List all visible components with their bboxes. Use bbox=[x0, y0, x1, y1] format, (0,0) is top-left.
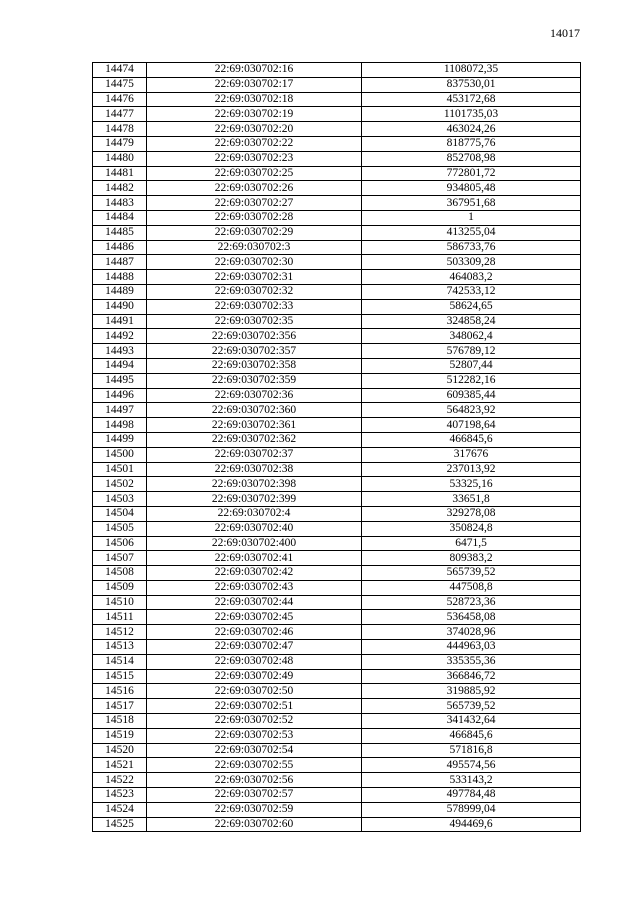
cadastral-value-cell: 494469,6 bbox=[362, 817, 581, 832]
cadastral-number-cell: 22:69:030702:358 bbox=[147, 358, 362, 373]
row-number-cell: 14498 bbox=[93, 418, 147, 433]
table-row bbox=[93, 684, 581, 699]
cadastral-value-cell: 497784,48 bbox=[362, 788, 581, 803]
table-row bbox=[93, 284, 581, 299]
cadastral-number-cell: 22:69:030702:47 bbox=[147, 640, 362, 655]
row-number-cell: 14519 bbox=[93, 728, 147, 743]
table-row bbox=[93, 743, 581, 758]
table-row bbox=[93, 728, 581, 743]
table-row bbox=[93, 654, 581, 669]
row-number-cell: 14513 bbox=[93, 640, 147, 655]
cadastral-value-cell: 564823,92 bbox=[362, 403, 581, 418]
cadastral-number-cell: 22:69:030702:398 bbox=[147, 477, 362, 492]
table-row bbox=[93, 566, 581, 581]
row-number-cell: 14490 bbox=[93, 299, 147, 314]
table-row bbox=[93, 270, 581, 285]
table-row bbox=[93, 77, 581, 92]
row-number-cell: 14522 bbox=[93, 773, 147, 788]
row-number-cell: 14497 bbox=[93, 403, 147, 418]
cadastral-number-cell: 22:69:030702:44 bbox=[147, 595, 362, 610]
cadastral-value-cell: 512282,16 bbox=[362, 373, 581, 388]
cadastral-number-cell: 22:69:030702:35 bbox=[147, 314, 362, 329]
row-number-cell: 14477 bbox=[93, 107, 147, 122]
row-number-cell: 14483 bbox=[93, 196, 147, 211]
table-row bbox=[93, 196, 581, 211]
row-number-cell: 14518 bbox=[93, 714, 147, 729]
cadastral-value-cell: 348062,4 bbox=[362, 329, 581, 344]
cadastral-value-cell: 533143,2 bbox=[362, 773, 581, 788]
cadastral-value-cell: 317676 bbox=[362, 447, 581, 462]
cadastral-value-cell: 466845,6 bbox=[362, 728, 581, 743]
cadastral-value-cell: 818775,76 bbox=[362, 136, 581, 151]
cadastral-number-cell: 22:69:030702:4 bbox=[147, 506, 362, 521]
row-number-cell: 14481 bbox=[93, 166, 147, 181]
table-row bbox=[93, 669, 581, 684]
table-row bbox=[93, 151, 581, 166]
table-row bbox=[93, 418, 581, 433]
cadastral-number-cell: 22:69:030702:399 bbox=[147, 492, 362, 507]
cadastral-number-cell: 22:69:030702:359 bbox=[147, 373, 362, 388]
cadastral-value-cell: 586733,76 bbox=[362, 240, 581, 255]
cadastral-number-cell: 22:69:030702:37 bbox=[147, 447, 362, 462]
row-number-cell: 14516 bbox=[93, 684, 147, 699]
cadastral-value-cell: 374028,96 bbox=[362, 625, 581, 640]
cadastral-number-cell: 22:69:030702:16 bbox=[147, 63, 362, 78]
row-number-cell: 14480 bbox=[93, 151, 147, 166]
cadastral-number-cell: 22:69:030702:53 bbox=[147, 728, 362, 743]
table-row bbox=[93, 107, 581, 122]
table-row bbox=[93, 699, 581, 714]
row-number-cell: 14495 bbox=[93, 373, 147, 388]
table-row bbox=[93, 788, 581, 803]
cadastral-number-cell: 22:69:030702:18 bbox=[147, 92, 362, 107]
table-row bbox=[93, 122, 581, 137]
cadastral-value-cell: 329278,08 bbox=[362, 506, 581, 521]
cadastral-value-cell: 1101735,03 bbox=[362, 107, 581, 122]
table-row bbox=[93, 817, 581, 832]
cadastral-number-cell: 22:69:030702:357 bbox=[147, 344, 362, 359]
cadastral-number-cell: 22:69:030702:20 bbox=[147, 122, 362, 137]
row-number-cell: 14494 bbox=[93, 358, 147, 373]
cadastral-value-cell: 447508,8 bbox=[362, 580, 581, 595]
row-number-cell: 14514 bbox=[93, 654, 147, 669]
cadastral-number-cell: 22:69:030702:32 bbox=[147, 284, 362, 299]
cadastral-value-cell: 495574,56 bbox=[362, 758, 581, 773]
cadastral-number-cell: 22:69:030702:49 bbox=[147, 669, 362, 684]
cadastral-value-cell: 366846,72 bbox=[362, 669, 581, 684]
table-row bbox=[93, 640, 581, 655]
cadastral-number-cell: 22:69:030702:19 bbox=[147, 107, 362, 122]
cadastral-value-cell: 33651,8 bbox=[362, 492, 581, 507]
row-number-cell: 14476 bbox=[93, 92, 147, 107]
table-row bbox=[93, 536, 581, 551]
row-number-cell: 14487 bbox=[93, 255, 147, 270]
table-row bbox=[93, 92, 581, 107]
cadastral-value-cell: 576789,12 bbox=[362, 344, 581, 359]
cadastral-value-cell: 1108072,35 bbox=[362, 63, 581, 78]
page-number: 14017 bbox=[550, 26, 580, 40]
cadastral-value-cell: 53325,16 bbox=[362, 477, 581, 492]
cadastral-number-cell: 22:69:030702:51 bbox=[147, 699, 362, 714]
cadastral-value-cell: 6471,5 bbox=[362, 536, 581, 551]
cadastral-number-cell: 22:69:030702:54 bbox=[147, 743, 362, 758]
cadastral-number-cell: 22:69:030702:3 bbox=[147, 240, 362, 255]
table-row bbox=[93, 758, 581, 773]
row-number-cell: 14485 bbox=[93, 225, 147, 240]
row-number-cell: 14523 bbox=[93, 788, 147, 803]
cadastral-value-cell: 503309,28 bbox=[362, 255, 581, 270]
cadastral-number-cell: 22:69:030702:52 bbox=[147, 714, 362, 729]
row-number-cell: 14517 bbox=[93, 699, 147, 714]
cadastral-value-cell: 1 bbox=[362, 210, 581, 225]
cadastral-value-cell: 934805,48 bbox=[362, 181, 581, 196]
row-number-cell: 14474 bbox=[93, 63, 147, 78]
cadastral-number-cell: 22:69:030702:38 bbox=[147, 462, 362, 477]
table-row bbox=[93, 802, 581, 817]
row-number-cell: 14501 bbox=[93, 462, 147, 477]
row-number-cell: 14504 bbox=[93, 506, 147, 521]
table-row bbox=[93, 580, 581, 595]
table-row bbox=[93, 314, 581, 329]
cadastral-value-cell: 350824,8 bbox=[362, 521, 581, 536]
cadastral-value-cell: 324858,24 bbox=[362, 314, 581, 329]
cadastral-number-cell: 22:69:030702:60 bbox=[147, 817, 362, 832]
row-number-cell: 14505 bbox=[93, 521, 147, 536]
row-number-cell: 14525 bbox=[93, 817, 147, 832]
table-row bbox=[93, 521, 581, 536]
cadastral-number-cell: 22:69:030702:43 bbox=[147, 580, 362, 595]
cadastral-value-cell: 237013,92 bbox=[362, 462, 581, 477]
cadastral-number-cell: 22:69:030702:28 bbox=[147, 210, 362, 225]
cadastral-number-cell: 22:69:030702:59 bbox=[147, 802, 362, 817]
table-row bbox=[93, 255, 581, 270]
table-row bbox=[93, 714, 581, 729]
row-number-cell: 14510 bbox=[93, 595, 147, 610]
row-number-cell: 14484 bbox=[93, 210, 147, 225]
table-row bbox=[93, 625, 581, 640]
table-row bbox=[93, 344, 581, 359]
cadastral-number-cell: 22:69:030702:362 bbox=[147, 432, 362, 447]
row-number-cell: 14512 bbox=[93, 625, 147, 640]
cadastral-value-cell: 367951,68 bbox=[362, 196, 581, 211]
table-row bbox=[93, 166, 581, 181]
table-body bbox=[93, 63, 581, 832]
cadastral-number-cell: 22:69:030702:40 bbox=[147, 521, 362, 536]
cadastral-number-cell: 22:69:030702:36 bbox=[147, 388, 362, 403]
table-row bbox=[93, 373, 581, 388]
table-row bbox=[93, 610, 581, 625]
cadastral-value-cell: 578999,04 bbox=[362, 802, 581, 817]
table-row bbox=[93, 358, 581, 373]
cadastral-number-cell: 22:69:030702:57 bbox=[147, 788, 362, 803]
row-number-cell: 14515 bbox=[93, 669, 147, 684]
row-number-cell: 14492 bbox=[93, 329, 147, 344]
cadastral-value-cell: 444963,03 bbox=[362, 640, 581, 655]
row-number-cell: 14496 bbox=[93, 388, 147, 403]
table-row bbox=[93, 773, 581, 788]
cadastral-value-cell: 565739,52 bbox=[362, 699, 581, 714]
table-row bbox=[93, 63, 581, 78]
cadastral-value-cell: 341432,64 bbox=[362, 714, 581, 729]
cadastral-number-cell: 22:69:030702:22 bbox=[147, 136, 362, 151]
row-number-cell: 14503 bbox=[93, 492, 147, 507]
row-number-cell: 14482 bbox=[93, 181, 147, 196]
cadastral-value-cell: 571816,8 bbox=[362, 743, 581, 758]
cadastral-number-cell: 22:69:030702:46 bbox=[147, 625, 362, 640]
cadastral-number-cell: 22:69:030702:45 bbox=[147, 610, 362, 625]
table-row bbox=[93, 136, 581, 151]
cadastral-value-cell: 742533,12 bbox=[362, 284, 581, 299]
cadastral-value-cell: 52807,44 bbox=[362, 358, 581, 373]
row-number-cell: 14500 bbox=[93, 447, 147, 462]
table-row bbox=[93, 240, 581, 255]
row-number-cell: 14507 bbox=[93, 551, 147, 566]
cadastral-value-cell: 413255,04 bbox=[362, 225, 581, 240]
table-row bbox=[93, 506, 581, 521]
cadastral-number-cell: 22:69:030702:26 bbox=[147, 181, 362, 196]
table-row bbox=[93, 492, 581, 507]
row-number-cell: 14488 bbox=[93, 270, 147, 285]
cadastral-value-cell: 453172,68 bbox=[362, 92, 581, 107]
cadastral-value-cell: 58624,65 bbox=[362, 299, 581, 314]
table-row bbox=[93, 388, 581, 403]
row-number-cell: 14508 bbox=[93, 566, 147, 581]
cadastral-number-cell: 22:69:030702:361 bbox=[147, 418, 362, 433]
cadastral-value-cell: 772801,72 bbox=[362, 166, 581, 181]
table-row bbox=[93, 210, 581, 225]
cadastral-number-cell: 22:69:030702:23 bbox=[147, 151, 362, 166]
cadastral-number-cell: 22:69:030702:33 bbox=[147, 299, 362, 314]
cadastral-number-cell: 22:69:030702:29 bbox=[147, 225, 362, 240]
row-number-cell: 14493 bbox=[93, 344, 147, 359]
cadastral-value-cell: 463024,26 bbox=[362, 122, 581, 137]
table-row bbox=[93, 225, 581, 240]
cadastral-number-cell: 22:69:030702:400 bbox=[147, 536, 362, 551]
table-row bbox=[93, 432, 581, 447]
row-number-cell: 14489 bbox=[93, 284, 147, 299]
cadastral-value-cell: 407198,64 bbox=[362, 418, 581, 433]
table-row bbox=[93, 403, 581, 418]
cadastral-value-cell: 335355,36 bbox=[362, 654, 581, 669]
cadastral-number-cell: 22:69:030702:27 bbox=[147, 196, 362, 211]
table-row bbox=[93, 462, 581, 477]
cadastral-number-cell: 22:69:030702:17 bbox=[147, 77, 362, 92]
table-row bbox=[93, 551, 581, 566]
row-number-cell: 14521 bbox=[93, 758, 147, 773]
cadastral-number-cell: 22:69:030702:25 bbox=[147, 166, 362, 181]
cadastral-number-cell: 22:69:030702:30 bbox=[147, 255, 362, 270]
cadastral-number-cell: 22:69:030702:48 bbox=[147, 654, 362, 669]
cadastral-value-cell: 464083,2 bbox=[362, 270, 581, 285]
cadastral-number-cell: 22:69:030702:31 bbox=[147, 270, 362, 285]
row-number-cell: 14520 bbox=[93, 743, 147, 758]
row-number-cell: 14479 bbox=[93, 136, 147, 151]
row-number-cell: 14509 bbox=[93, 580, 147, 595]
table-row bbox=[93, 447, 581, 462]
row-number-cell: 14475 bbox=[93, 77, 147, 92]
cadastral-value-cell: 528723,36 bbox=[362, 595, 581, 610]
row-number-cell: 14511 bbox=[93, 610, 147, 625]
cadastral-number-cell: 22:69:030702:56 bbox=[147, 773, 362, 788]
row-number-cell: 14478 bbox=[93, 122, 147, 137]
row-number-cell: 14502 bbox=[93, 477, 147, 492]
cadastral-value-cell: 852708,98 bbox=[362, 151, 581, 166]
cadastral-value-cell: 536458,08 bbox=[362, 610, 581, 625]
cadastral-value-cell: 837530,01 bbox=[362, 77, 581, 92]
cadastral-value-cell: 565739,52 bbox=[362, 566, 581, 581]
cadastral-number-cell: 22:69:030702:360 bbox=[147, 403, 362, 418]
cadastral-number-cell: 22:69:030702:356 bbox=[147, 329, 362, 344]
cadastral-number-cell: 22:69:030702:55 bbox=[147, 758, 362, 773]
cadastral-value-cell: 609385,44 bbox=[362, 388, 581, 403]
cadastral-value-cell: 466845,6 bbox=[362, 432, 581, 447]
cadastral-value-table bbox=[92, 62, 581, 832]
cadastral-number-cell: 22:69:030702:50 bbox=[147, 684, 362, 699]
table-row bbox=[93, 595, 581, 610]
table-row bbox=[93, 477, 581, 492]
cadastral-value-cell: 319885,92 bbox=[362, 684, 581, 699]
row-number-cell: 14486 bbox=[93, 240, 147, 255]
row-number-cell: 14524 bbox=[93, 802, 147, 817]
row-number-cell: 14506 bbox=[93, 536, 147, 551]
table-row bbox=[93, 299, 581, 314]
table-row bbox=[93, 181, 581, 196]
row-number-cell: 14499 bbox=[93, 432, 147, 447]
table-row bbox=[93, 329, 581, 344]
cadastral-number-cell: 22:69:030702:42 bbox=[147, 566, 362, 581]
row-number-cell: 14491 bbox=[93, 314, 147, 329]
cadastral-value-cell: 809383,2 bbox=[362, 551, 581, 566]
cadastral-number-cell: 22:69:030702:41 bbox=[147, 551, 362, 566]
